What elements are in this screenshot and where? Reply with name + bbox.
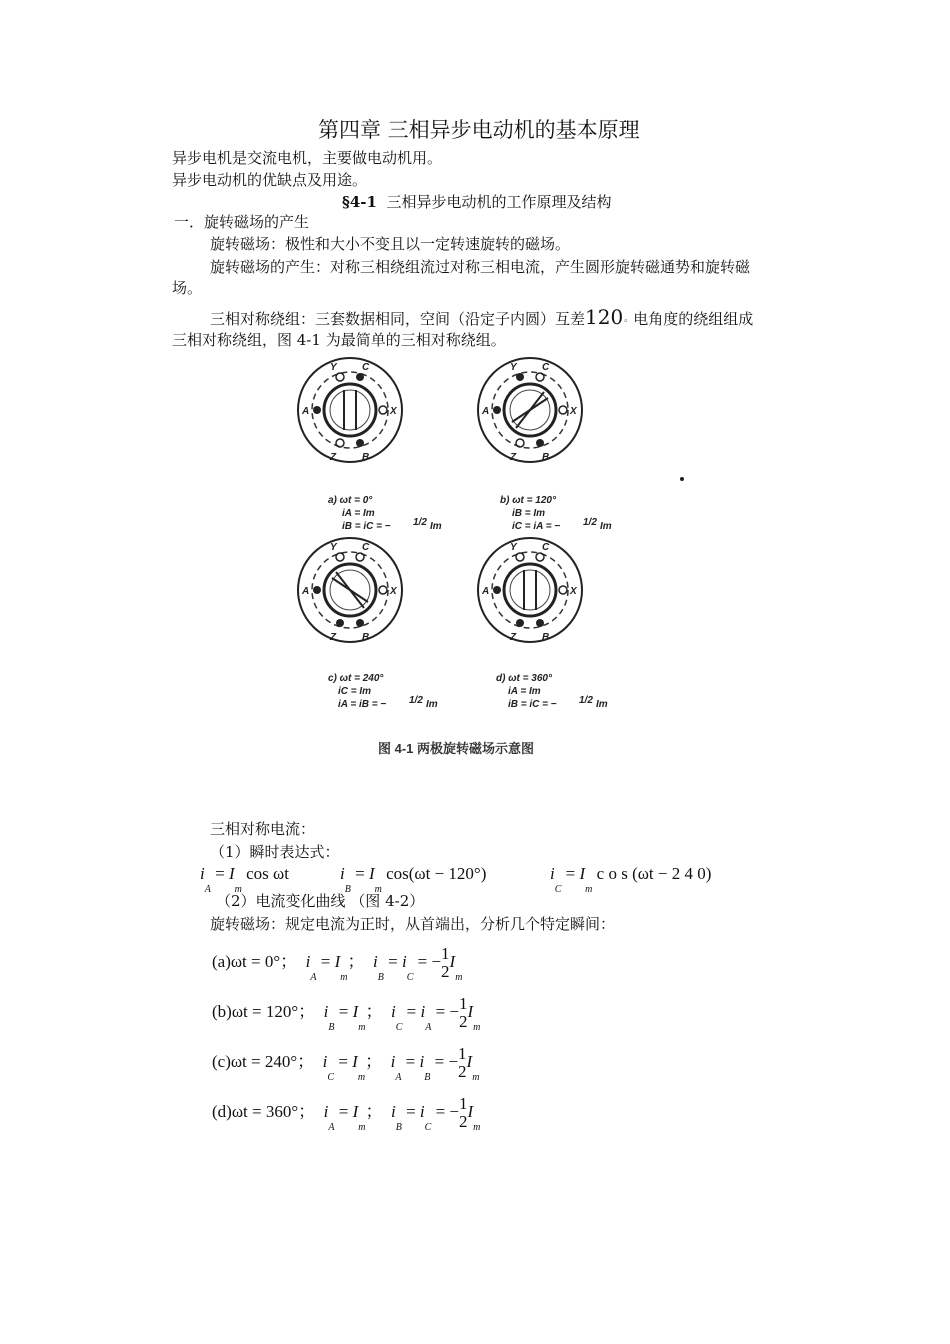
coil-label-b: B [362, 452, 370, 463]
para-winding-post: 电角度的绕组组成 [633, 310, 754, 328]
figure-panel-d [478, 538, 582, 643]
panel-b-half: 1/2 [583, 517, 597, 528]
panel-d-im: Im [596, 699, 608, 710]
ib-expr: cos(ωt − 120°) [386, 864, 487, 883]
equation-ic: $i_C = I_m$ c o s (ωt − 2 4 0) [550, 864, 712, 895]
figure-panel-a [298, 358, 402, 463]
case-b-sub3: A [425, 1021, 432, 1033]
case-b-sub1: B [328, 1021, 335, 1033]
coil-label-y: Y [510, 542, 517, 553]
coil-label-z: Z [510, 632, 517, 643]
section-title: 三相异步电动机的工作原理及结构 [386, 193, 612, 211]
case-c-lead: (c)ωt = 240°； [212, 1051, 315, 1071]
coil-label-x: X [390, 406, 397, 417]
case-d-sub1: A [328, 1121, 335, 1133]
case-c: (c)ωt = 240°； $i_C = I_m$； $i_A = i_B$ = − 1 2 $I_m$ [212, 1044, 480, 1083]
case-d-sub3: C [424, 1121, 432, 1133]
angle-value: 120 [585, 305, 624, 329]
coil-label-c: C [542, 542, 550, 553]
subsection-heading: 一．旋转磁场的产生 [174, 213, 310, 231]
case-a: (a)ωt = 0°； $i_A = I_m$； $i_B = i_C$ = − 1 2 $I_m$ [212, 944, 463, 983]
coil-label-b: B [542, 632, 550, 643]
case-a-sub3: C [406, 971, 414, 983]
panel-a-half: 1/2 [413, 517, 427, 528]
panel-c-line-2: iC = Im [338, 686, 372, 697]
para-winding-1: 三相对称绕组：三套数据相同，空间（沿定子内圆）互差120◦ 电角度的绕组组成 [210, 305, 754, 329]
panel-b-im: Im [600, 521, 612, 532]
panel-a-im: Im [430, 521, 442, 532]
coil-label-x: X [570, 586, 577, 597]
panel-c-im: Im [426, 699, 438, 710]
coil-label-x: X [390, 586, 397, 597]
coil-label-a: A [302, 586, 310, 597]
case-d-sub2: B [395, 1121, 402, 1133]
coil-label-y: Y [330, 542, 337, 553]
coil-label-b: B [362, 632, 370, 643]
panel-a-caption [328, 495, 442, 532]
case-c-sub1: C [327, 1071, 335, 1083]
panel-b-line-2: iB = Im [512, 508, 546, 519]
half-fraction: 1 2 [458, 1044, 467, 1081]
case-c-sub2: A [395, 1071, 402, 1083]
section-heading [342, 191, 612, 212]
case-b: (b)ωt = 120°； $i_B = I_m$； $i_C = i_A$ = − 1 2 $I_m$ [212, 994, 481, 1033]
case-a-sub1: A [310, 971, 317, 983]
panel-c-line-1: c) ωt = 240° [328, 673, 384, 684]
ic-expr: c o s (ωt − 2 4 0) [596, 864, 712, 883]
case-b-sub2: C [395, 1021, 403, 1033]
figure-panel-b [478, 358, 582, 463]
figure-caption: 图 4-1 两极旋转磁场示意图 [378, 741, 535, 756]
coil-label-z: Z [330, 632, 337, 643]
case-c-sub3: B [424, 1071, 431, 1083]
para-winding-2: 三相对称绕组，图 4-1 为最简单的三相对称绕组。 [172, 331, 506, 349]
para-generation-2: 场。 [172, 279, 203, 297]
coil-label-a: A [482, 406, 490, 417]
para-winding-pre: 三相对称绕组：三套数据相同，空间（沿定子内圆）互差 [210, 310, 586, 328]
half-fraction: 1 2 [459, 1094, 468, 1131]
panel-d-line-3: iB = iC = − [508, 699, 557, 710]
equation-ia: $i_A = I_m$ cos ωt [200, 864, 289, 895]
panel-b-line-3: iC = iA = − [512, 521, 561, 532]
coil-label-c: C [362, 542, 370, 553]
case-a-sub2: B [377, 971, 384, 983]
coil-label-c: C [362, 362, 370, 373]
case-d: (d)ωt = 360°； $i_A = I_m$； $i_B = i_C$ = − 1 2 $I_m$ [212, 1094, 481, 1133]
panel-d-caption [496, 673, 608, 710]
stray-dot [680, 477, 684, 481]
panel-c-line-3: iA = iB = − [338, 699, 387, 710]
para-definition: 旋转磁场：极性和大小不变且以一定转速旋转的磁场。 [210, 235, 571, 253]
half-fraction: 1 2 [441, 944, 450, 981]
panel-a-line-3: iB = iC = − [342, 521, 391, 532]
panel-d-half: 1/2 [579, 695, 593, 706]
coil-label-x: X [570, 406, 577, 417]
para-generation-1: 旋转磁场的产生：对称三相绕组流过对称三相电流，产生圆形旋转磁通势和旋转磁 [210, 258, 751, 276]
page-title: 第四章 三相异步电动机的基本原理 [318, 118, 640, 142]
figure-panel-c [298, 538, 402, 643]
coil-label-z: Z [330, 452, 337, 463]
coil-label-y: Y [330, 362, 337, 373]
case-b-lead: (b)ωt = 120°； [212, 1001, 316, 1021]
coil-label-a: A [302, 406, 310, 417]
half-fraction: 1 2 [459, 994, 468, 1031]
case-a-lead: (a)ωt = 0°； [212, 951, 298, 971]
coil-label-y: Y [510, 362, 517, 373]
panel-c-caption [328, 673, 438, 710]
panel-d-line-2: iA = Im [508, 686, 541, 697]
equation-ib: $i_B = I_m$ cos(ωt − 120°) [340, 864, 487, 895]
case-d-lead: (d)ωt = 360°； [212, 1101, 316, 1121]
section-number: §4-1 [342, 193, 377, 211]
intro-line-2: 异步电动机的优缺点及用途。 [172, 171, 368, 189]
coil-label-b: B [542, 452, 550, 463]
ia-expr: cos ωt [246, 864, 289, 883]
panel-a-line-1: a) ωt = 0° [328, 495, 373, 506]
intro-line-1: 异步电机是交流电机，主要做电动机用。 [172, 149, 443, 167]
rule-text: 旋转磁场：规定电流为正时，从首端出，分析几个特定瞬间： [210, 915, 616, 933]
figure-4-1 [280, 355, 700, 755]
instant-label: （1）瞬时表达式： [210, 843, 340, 861]
curve-label: （2）电流变化曲线 （图 4-2） [216, 892, 425, 910]
currents-title: 三相对称电流： [210, 820, 316, 838]
coil-label-c: C [542, 362, 550, 373]
panel-d-line-1: d) ωt = 360° [496, 673, 552, 684]
panel-b-line-1: b) ωt = 120° [500, 495, 556, 506]
panel-a-line-2: iA = Im [342, 508, 375, 519]
panel-c-half: 1/2 [409, 695, 423, 706]
panel-b-caption [500, 495, 612, 532]
coil-label-a: A [482, 586, 490, 597]
coil-label-z: Z [510, 452, 517, 463]
